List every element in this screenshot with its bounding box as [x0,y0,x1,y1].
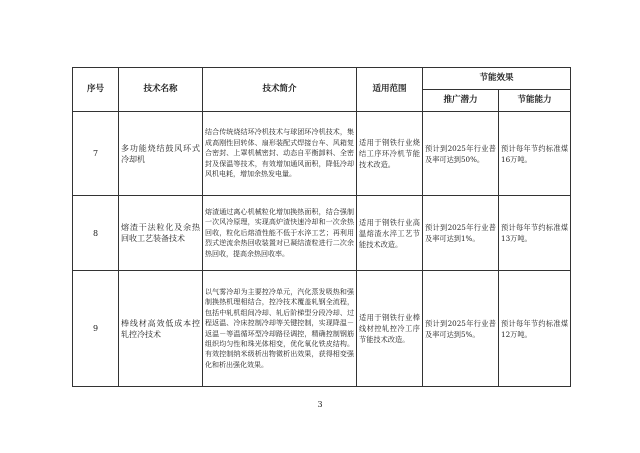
header-energy-effect: 节能效果 [423,68,571,90]
table-row [73,112,571,196]
row-scope: 适用于钢铁行业烧结工序环冷机节能技术改造。 [357,112,423,196]
header-potential: 推广潜力 [423,90,499,112]
row-potential: 预计到2025年行业普及率可达到1%。 [423,196,499,271]
row-tech-intro: 以气雾冷却为主要控冷单元，汽化蒸发吸热和强制换热机理相结合，控冷技术覆盖轧钢全流程，包括中轧机组间冷却、轧后阶梯型分段冷却、过程返温、冷床控制冷却等关键控制，实现降温－返温－等温循环型冷却路径调控，精确控制钢筋组织均匀性和珠光体相变，优化氧化铁皮结构。有效控制纳米级析出物微析出效果，获得相变强化和析出强化效果。 [203,271,357,387]
row-tech-intro: 熔渣通过离心机械粒化增加换热面积，结合强制一次风冷原理，实现高炉渣快速冷却和一次余热回收，粒化后熔渣性能不低于水淬工艺；再利用烈式逆流余热回收装置对已凝结渣粒进行二次余热回收，提高余热回收率。 [203,196,357,271]
row-scope: 适用于钢铁行业棒线材控轧控冷工序节能技术改造。 [357,271,423,387]
table-row [73,196,571,271]
row-capacity: 预计每年节约标准煤 16万吨。 [499,112,571,196]
row-tech-name: 棒线材高效低成本控轧控冷技术 [119,271,203,387]
page-number: 3 [317,400,323,409]
row-potential: 预计到2025年行业普及率可达到50%。 [423,112,499,196]
row-seq: 8 [73,196,119,271]
row-tech-name: 熔渣干法粒化及余热回收工艺装备技术 [119,196,203,271]
row-seq: 9 [73,271,119,387]
row-tech-intro: 结合传统烧结环冷机技术与球团环冷机技术，集成高刚性回转体、扇形装配式焊接台车、风箱复合密封、上罩机械密封、动态自平衡卸料、全密封及保温等技术，有效增加通风面积，降低冷却风机电耗，增加余热发电量。 [203,112,357,196]
table-row [73,271,571,387]
header-capacity: 节能能力 [499,90,571,112]
row-tech-name: 多功能烧结鼓风环式冷却机 [119,112,203,196]
header-tech-name: 技术名称 [119,68,203,112]
energy-saving-technology-table [72,67,571,387]
row-scope: 适用于钢铁行业高温熔渣水淬工艺节能技术改造。 [357,196,423,271]
header-seq: 序号 [73,68,119,112]
header-tech-intro: 技术简介 [203,68,357,112]
row-capacity: 预计每年节约标准煤 12万吨。 [499,271,571,387]
row-seq: 7 [73,112,119,196]
row-potential: 预计到2025年行业普及率可达到5%。 [423,271,499,387]
header-scope: 适用范围 [357,68,423,112]
row-capacity: 预计每年节约标准煤 13万吨。 [499,196,571,271]
